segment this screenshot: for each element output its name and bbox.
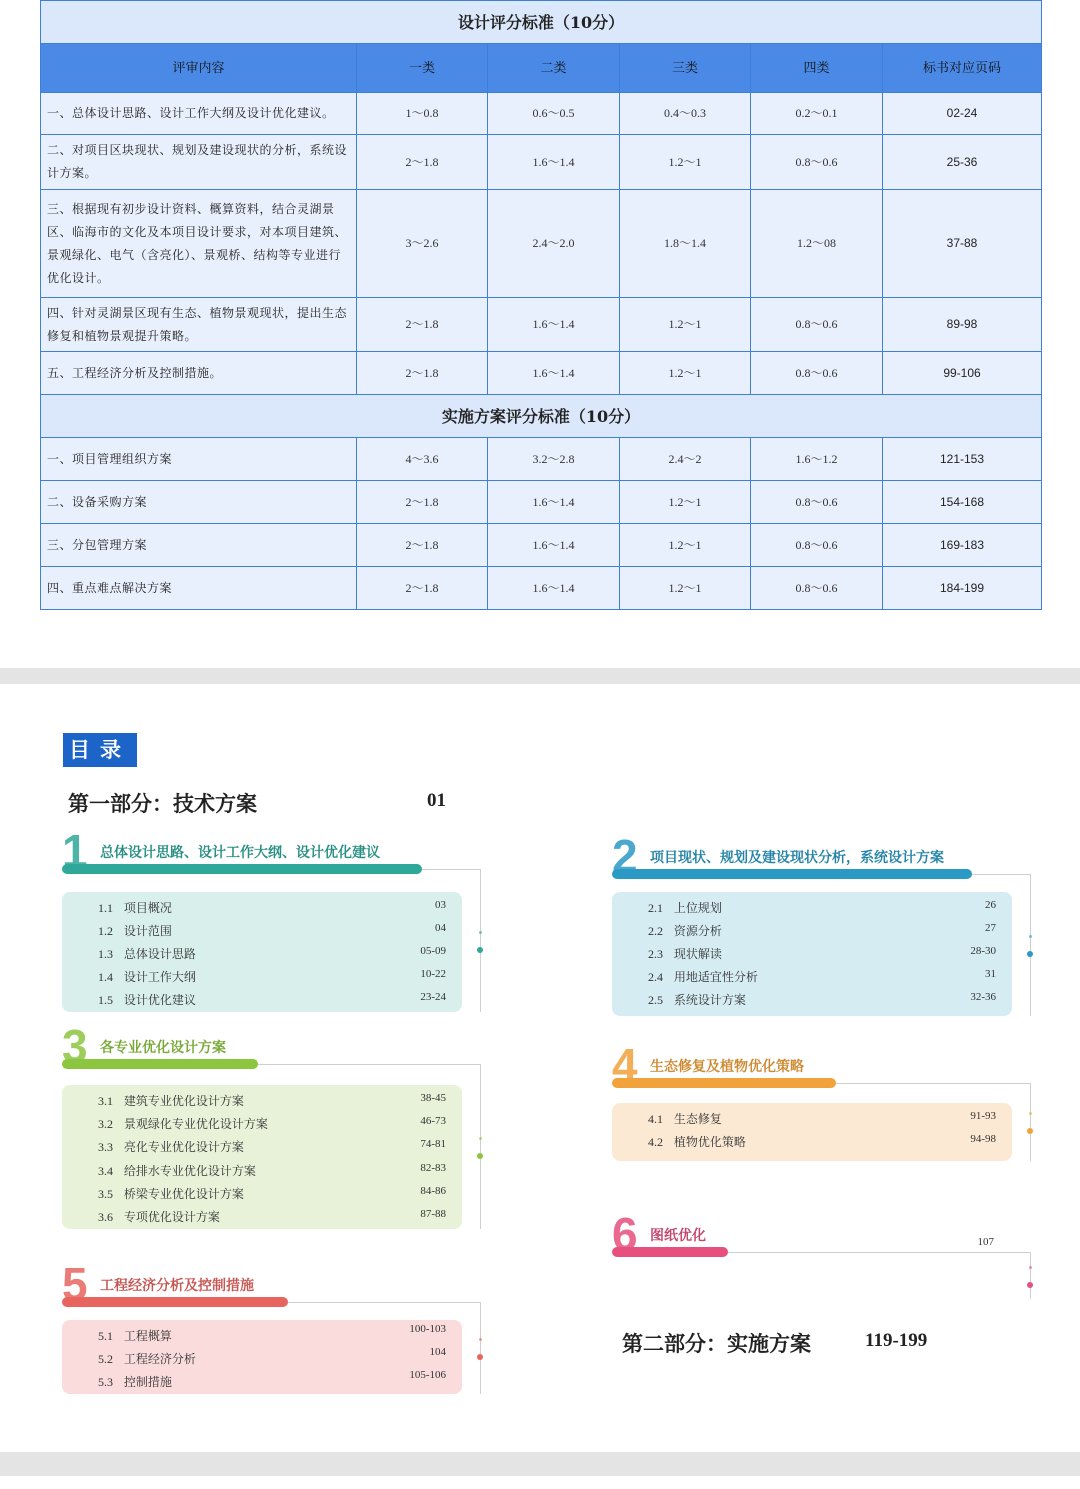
section-title[interactable]: 工程经济分析及控制措施 (100, 1278, 254, 1294)
toc-item-page: 87-88 (420, 1208, 446, 1220)
section-number: 1 (62, 825, 88, 877)
part2-title: 第二部分：实施方案 (622, 1331, 811, 1356)
section-underline-bar (62, 1297, 288, 1307)
toc-item-page: 84-86 (420, 1184, 446, 1197)
page-ref-cell: 25-36 (883, 135, 1042, 190)
toc-item-page: 31 (985, 968, 996, 980)
review-content-cell: 三、分包管理方案 (41, 524, 357, 567)
impl-table-title-cell: 实施方案评分标准（10分） (41, 395, 1042, 438)
toc-item-number: 2.5 (648, 993, 663, 1007)
review-content-cell: 一、项目管理组织方案 (41, 438, 357, 481)
score-cell: 1.2～1 (620, 524, 751, 567)
toc-item-label: 总体设计思路 (123, 947, 196, 961)
toc-item-page: 94-98 (970, 1133, 996, 1145)
toc-item-label: 用地适宜性分析 (673, 970, 758, 984)
toc-section-3[interactable] (62, 1020, 482, 1251)
toc-item-label: 上位规划 (673, 901, 722, 915)
toc-item-number: 3.5 (98, 1186, 113, 1201)
section-number: 4 (612, 1039, 638, 1091)
table-row (41, 135, 1042, 190)
connector-line (480, 869, 481, 1012)
score-cell: 0.8～0.6 (751, 524, 883, 567)
toc-item-page: 32-36 (970, 991, 996, 1003)
section-title[interactable]: 生态修复及植物优化策略 (650, 1059, 804, 1075)
score-cell: 0.8～0.6 (751, 481, 883, 524)
toc-item-number: 1.2 (98, 924, 113, 938)
section-underline-bar (612, 1078, 836, 1088)
toc-item-label: 设计范围 (123, 924, 172, 938)
page-ref-cell: 121-153 (883, 438, 1042, 481)
page-ref-cell: 37-88 (883, 190, 1042, 298)
connector-line (480, 1064, 481, 1229)
review-content-cell: 四、针对灵湖景区现有生态、植物景观现状，提出生态修复和植物景观提升策略。 (41, 298, 357, 352)
score-cell: 1～0.8 (357, 93, 488, 135)
toc-item[interactable] (98, 991, 196, 1008)
score-cell: 1.2～1 (620, 352, 751, 395)
page-separator (0, 668, 1080, 684)
section-items-box (612, 892, 1012, 1016)
score-cell: 1.6～1.4 (488, 524, 620, 567)
toc-item-number: 3.6 (98, 1210, 113, 1224)
toc-item-label: 工程概算 (123, 1329, 172, 1343)
section-number: 6 (612, 1208, 638, 1260)
toc-item-page: 28-30 (970, 945, 996, 957)
section-underline-bar (62, 864, 422, 874)
toc-item-page: 05-09 (420, 945, 446, 957)
toc-item[interactable] (98, 1185, 244, 1202)
toc-item-label: 专项优化设计方案 (123, 1210, 220, 1224)
score-cell: 2～1.8 (357, 298, 488, 352)
header-cell: 三类 (620, 44, 751, 93)
connector-line (288, 1302, 480, 1303)
toc-item[interactable] (98, 922, 172, 939)
toc-item-label: 控制措施 (123, 1375, 172, 1389)
review-content-cell: 一、总体设计思路、设计工作大纲及设计优化建议。 (41, 93, 357, 135)
score-cell: 1.2～1 (620, 481, 751, 524)
section-page: 107 (977, 1236, 994, 1248)
toc-item-page: 46-73 (420, 1115, 446, 1128)
score-cell: 1.6～1.4 (488, 352, 620, 395)
toc-item-label: 建筑专业优化设计方案 (123, 1094, 244, 1108)
toc-item[interactable] (98, 945, 196, 962)
toc-badge: 目录 (63, 733, 137, 767)
toc-item-page: 03 (435, 899, 446, 911)
table-row (41, 524, 1042, 567)
score-cell: 2.4～2 (620, 438, 751, 481)
section-items-box (62, 1085, 462, 1229)
score-cell: 1.6～1.4 (488, 135, 620, 190)
toc-item-page: 27 (985, 922, 996, 934)
section-title[interactable]: 项目现状、规划及建设现状分析，系统设计方案 (650, 850, 944, 866)
toc-item-number: 1.4 (98, 970, 113, 984)
page-ref-cell: 184-199 (883, 567, 1042, 610)
table-row (41, 567, 1042, 610)
toc-item-number: 2.4 (648, 970, 663, 984)
score-cell: 1.2～1 (620, 298, 751, 352)
toc-item-page: 91-93 (970, 1110, 996, 1122)
toc-item[interactable] (648, 1110, 722, 1127)
score-cell: 1.6～1.4 (488, 567, 620, 610)
toc-item-label: 景观绿化专业优化设计方案 (123, 1117, 268, 1132)
connector-dot-icon (1029, 1112, 1032, 1115)
connector-line (836, 1083, 1030, 1084)
toc-item-label: 桥梁专业优化设计方案 (123, 1186, 244, 1201)
toc-item[interactable] (98, 1162, 256, 1179)
score-cell: 2～1.8 (357, 567, 488, 610)
connector-line (1030, 1083, 1031, 1161)
toc-item-label: 现状解读 (673, 947, 722, 961)
toc-item-number: 4.1 (648, 1112, 663, 1126)
connector-dot-icon (1029, 935, 1032, 938)
connector-dot-icon (479, 1338, 482, 1341)
toc-section-2[interactable] (612, 830, 1032, 1061)
table-row (41, 190, 1042, 298)
section-title[interactable]: 图纸优化 (650, 1228, 706, 1244)
toc-item-page: 10-22 (420, 968, 446, 980)
toc-item[interactable] (648, 1133, 746, 1150)
connector-dot-icon (1027, 951, 1033, 957)
connector-line (422, 869, 480, 870)
section-number: 5 (62, 1258, 88, 1310)
score-cell: 1.8～1.4 (620, 190, 751, 298)
page-ref-cell: 169-183 (883, 524, 1042, 567)
toc-item-label: 资源分析 (673, 924, 722, 938)
score-cell: 4～3.6 (357, 438, 488, 481)
toc-item-label: 植物优化策略 (673, 1135, 746, 1149)
page-ref-cell: 89-98 (883, 298, 1042, 352)
toc-item[interactable] (98, 1138, 244, 1155)
table-header-row (41, 44, 1042, 93)
score-cell: 1.6～1.2 (751, 438, 883, 481)
section-number: 3 (62, 1020, 88, 1072)
toc-item-page: 74-81 (420, 1138, 446, 1151)
section-underline-bar (612, 869, 972, 879)
score-cell: 1.2～1 (620, 135, 751, 190)
score-cell: 0.6～0.5 (488, 93, 620, 135)
toc-item-page: 82-83 (420, 1161, 446, 1174)
page-ref-cell: 99-106 (883, 352, 1042, 395)
score-cell: 1.2～1 (620, 567, 751, 610)
table-row (41, 438, 1042, 481)
table-row (41, 93, 1042, 135)
review-content-cell: 五、工程经济分析及控制措施。 (41, 352, 357, 395)
toc-item-page: 104 (429, 1346, 446, 1358)
scoring-page (0, 0, 1080, 668)
header-cell: 一类 (357, 44, 488, 93)
toc-section-1[interactable] (62, 825, 482, 1056)
toc-item-number: 4.2 (648, 1135, 663, 1149)
section-title[interactable]: 总体设计思路、设计工作大纲、设计优化建议 (100, 845, 380, 861)
connector-dot-icon (479, 1137, 482, 1140)
toc-page (0, 684, 1080, 1452)
toc-item[interactable] (98, 1350, 196, 1367)
score-cell: 2～1.8 (357, 135, 488, 190)
header-cell: 四类 (751, 44, 883, 93)
connector-dot-icon (477, 947, 483, 953)
toc-item[interactable] (98, 1092, 244, 1109)
toc-item[interactable] (98, 968, 196, 985)
toc-item-number: 5.3 (98, 1375, 113, 1389)
review-content-cell: 四、重点难点解决方案 (41, 567, 357, 610)
toc-item[interactable] (98, 1327, 172, 1344)
toc-item-number: 3.4 (98, 1163, 113, 1178)
section-title[interactable]: 各专业优化设计方案 (100, 1040, 226, 1056)
part1-title: 第一部分：技术方案 (68, 791, 257, 816)
toc-item-number: 3.1 (98, 1094, 113, 1108)
toc-item-label: 生态修复 (673, 1112, 722, 1126)
toc-item-number: 2.1 (648, 901, 663, 915)
toc-item[interactable] (648, 945, 722, 962)
toc-item-label: 给排水专业优化设计方案 (123, 1163, 256, 1178)
section-number: 2 (612, 830, 638, 882)
toc-item[interactable] (648, 968, 758, 985)
header-cell: 评审内容 (41, 44, 357, 93)
design-table-title-cell: 设计评分标准（10分） (41, 1, 1042, 44)
header-cell: 二类 (488, 44, 620, 93)
toc-item-number: 3.3 (98, 1140, 113, 1155)
section-items-box (62, 892, 462, 1012)
toc-item-label: 亮化专业优化设计方案 (123, 1140, 244, 1155)
toc-section-6[interactable] (612, 1208, 1032, 1439)
score-cell: 0.8～0.6 (751, 135, 883, 190)
connector-dot-icon (477, 1354, 483, 1360)
connector-line (1030, 1252, 1031, 1299)
connector-line (1030, 874, 1031, 1016)
toc-item[interactable] (98, 1373, 172, 1390)
score-cell: 3.2～2.8 (488, 438, 620, 481)
score-cell: 2～1.8 (357, 524, 488, 567)
design-table-title (41, 1, 1042, 44)
toc-item-page: 105-106 (409, 1369, 446, 1381)
connector-line (728, 1252, 1030, 1253)
toc-item[interactable] (648, 922, 722, 939)
connector-line (480, 1302, 481, 1394)
toc-item-number: 1.1 (98, 901, 113, 915)
toc-item-number: 5.1 (98, 1329, 113, 1343)
toc-item-page: 23-24 (420, 991, 446, 1003)
score-cell: 0.8～0.6 (751, 298, 883, 352)
toc-item-label: 项目概况 (123, 901, 172, 915)
review-content-cell: 三、根据现有初步设计资料、概算资料，结合灵湖景区、临海市的文化及本项目设计要求，对本项目建筑、景观绿化、电气（含亮化）、景观桥、结构等专业进行优化设计。 (41, 190, 357, 298)
toc-item[interactable] (648, 991, 746, 1008)
toc-item[interactable] (98, 1115, 268, 1132)
score-cell: 0.2～0.1 (751, 93, 883, 135)
score-cell: 3～2.6 (357, 190, 488, 298)
impl-table-title (41, 395, 1042, 438)
header-cell: 标书对应页码 (883, 44, 1042, 93)
score-cell: 2.4～2.0 (488, 190, 620, 298)
section-underline-bar (62, 1059, 258, 1069)
toc-item-page: 04 (435, 922, 446, 934)
toc-item-number: 2.2 (648, 924, 663, 938)
toc-item-page: 26 (985, 899, 996, 911)
connector-dot-icon (477, 1153, 483, 1159)
score-cell: 1.6～1.4 (488, 298, 620, 352)
toc-item-number: 1.5 (98, 993, 113, 1007)
connector-dot-icon (1027, 1128, 1033, 1134)
score-cell: 0.4～0.3 (620, 93, 751, 135)
page-ref-cell: 154-168 (883, 481, 1042, 524)
table-row (41, 481, 1042, 524)
toc-item[interactable] (98, 899, 172, 916)
table-row (41, 352, 1042, 395)
connector-dot-icon (1029, 1266, 1032, 1269)
review-content-cell: 二、设备采购方案 (41, 481, 357, 524)
toc-item-number: 5.2 (98, 1352, 113, 1366)
toc-item-number: 3.2 (98, 1117, 113, 1132)
score-cell: 2～1.8 (357, 481, 488, 524)
table-row (41, 298, 1042, 352)
score-cell: 0.8～0.6 (751, 567, 883, 610)
page-separator-bottom (0, 1452, 1080, 1476)
toc-item-label: 工程经济分析 (123, 1352, 196, 1366)
part1-page: 01 (427, 790, 446, 811)
toc-item-number: 1.3 (98, 947, 113, 961)
toc-item-label: 设计优化建议 (123, 993, 196, 1007)
score-cell: 1.2～08 (751, 190, 883, 298)
score-cell: 1.6～1.4 (488, 481, 620, 524)
page-ref-cell: 02-24 (883, 93, 1042, 135)
scoring-table (40, 0, 1042, 610)
toc-item[interactable] (648, 899, 722, 916)
connector-line (972, 874, 1030, 875)
score-cell: 0.8～0.6 (751, 352, 883, 395)
toc-item-number: 2.3 (648, 947, 663, 961)
section-items-box (62, 1320, 462, 1394)
toc-item[interactable] (98, 1208, 220, 1225)
connector-dot-icon (479, 931, 482, 934)
section-items-box (612, 1103, 1012, 1161)
score-cell: 2～1.8 (357, 352, 488, 395)
toc-item-label: 设计工作大纲 (123, 970, 196, 984)
connector-dot-icon (1027, 1282, 1033, 1288)
connector-line (258, 1064, 480, 1065)
toc-item-page: 38-45 (420, 1092, 446, 1104)
part2-page: 119-199 (865, 1330, 928, 1351)
toc-item-label: 系统设计方案 (673, 993, 746, 1007)
review-content-cell: 二、对项目区块现状、规划及建设现状的分析，系统设计方案。 (41, 135, 357, 190)
toc-item-page: 100-103 (409, 1323, 446, 1335)
